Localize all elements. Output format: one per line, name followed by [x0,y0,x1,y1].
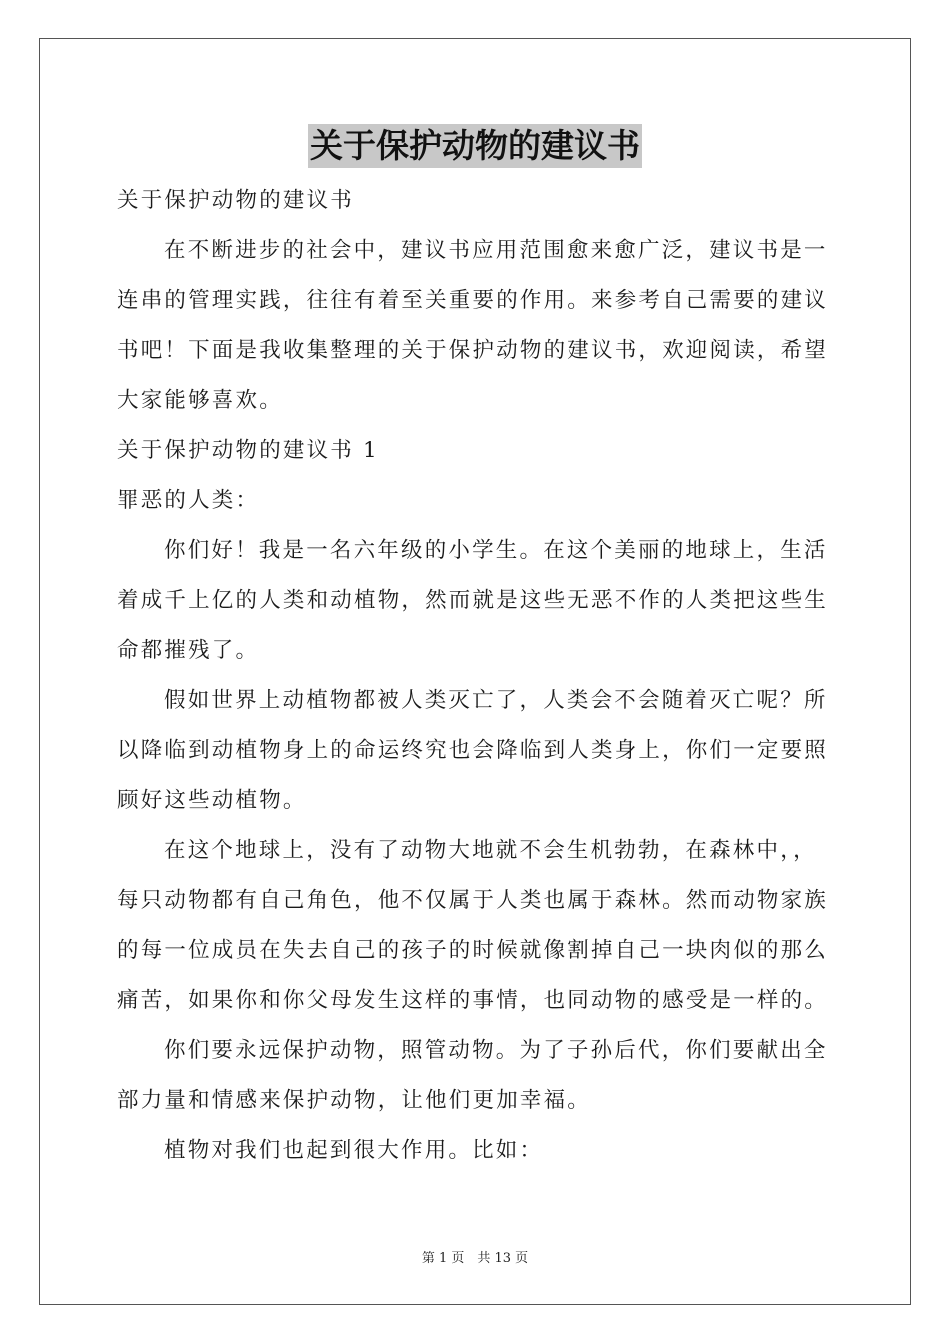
title-container [0,124,950,168]
body-line: 在不断进步的社会中，建议书应用范围愈来愈广泛，建议书是一 [164,238,828,263]
body-line: 部力量和情感来保护动物，让他们更加幸福。 [117,1088,592,1113]
body-line: 顾好这些动植物。 [117,788,307,813]
body-line: 植物对我们也起到很大作用。比如： [164,1138,544,1163]
body-line: 你们要永远保护动物，照管动物。为了子孙后代，你们要献出全 [164,1038,828,1063]
body-line: 着成千上亿的人类和动植物，然而就是这些无恶不作的人类把这些生 [117,588,829,613]
body-line: 以降临到动植物身上的命运终究也会降临到人类身上，你们一定要照 [117,738,829,763]
body-line: 痛苦，如果你和你父母发生这样的事情，也同动物的感受是一样的。 [117,988,829,1013]
body-line: 罪恶的人类： [117,488,260,513]
body-line: 书吧！下面是我收集整理的关于保护动物的建议书，欢迎阅读，希望 [117,338,829,363]
body-line: 命都摧残了。 [117,638,260,663]
document-body [117,176,837,1176]
body-line: 假如世界上动植物都被人类灭亡了，人类会不会随着灭亡呢？所 [164,688,828,713]
body-line: 连串的管理实践，往往有着至关重要的作用。来参考自己需要的建议 [117,288,829,313]
document-title: 关于保护动物的建议书 [308,124,642,168]
body-line: 的每一位成员在失去自己的孩子的时候就像割掉自己一块肉似的那么 [117,938,829,963]
body-line: 每只动物都有自己角色，他不仅属于人类也属于森林。然而动物家族 [117,888,829,913]
body-line: 你们好！我是一名六年级的小学生。在这个美丽的地球上，生活 [164,538,828,563]
body-line: 关于保护动物的建议书 [117,188,355,213]
body-line: 关于保护动物的建议书 1 [117,438,379,463]
page-number-footer: 第 1 页 共 13 页 [421,1251,529,1266]
body-line: 大家能够喜欢。 [117,388,283,413]
body-line: 在这个地球上，没有了动物大地就不会生机勃勃，在森林中，， [164,838,817,863]
